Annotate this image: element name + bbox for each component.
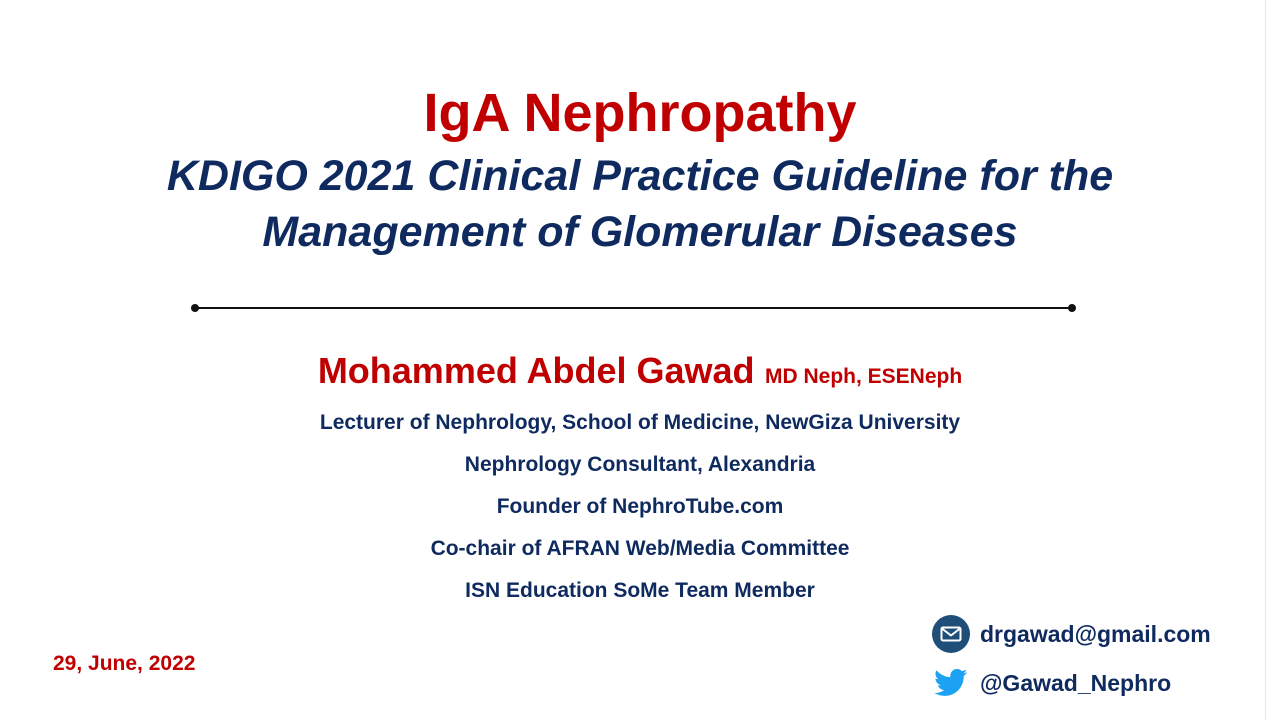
email-contact bbox=[932, 615, 1211, 653]
affiliation-item: Nephrology Consultant, Alexandria bbox=[464, 453, 816, 476]
author-name: Mohammed Abdel Gawad bbox=[317, 350, 755, 391]
presentation-date: 29, June, 2022 bbox=[53, 652, 196, 675]
affiliations-list bbox=[0, 402, 1280, 612]
slide-subtitle bbox=[0, 148, 1280, 260]
twitter-contact bbox=[932, 664, 1171, 702]
horizontal-divider bbox=[195, 307, 1072, 309]
author-line bbox=[0, 348, 1280, 402]
affiliation-item: ISN Education SoMe Team Member bbox=[465, 579, 815, 602]
slide-title: IgA Nephropathy bbox=[423, 83, 857, 143]
twitter-bird-icon bbox=[932, 664, 970, 702]
subtitle-line-1: KDIGO 2021 Clinical Practice Guideline for the bbox=[166, 152, 1114, 200]
envelope-icon bbox=[932, 615, 970, 653]
affiliation-item: Co-chair of AFRAN Web/Media Committee bbox=[430, 537, 850, 560]
subtitle-line-2: Management of Glomerular Diseases bbox=[262, 208, 1018, 256]
affiliation-item: Lecturer of Nephrology, School of Medicine, NewGiza University bbox=[319, 411, 961, 434]
affiliation-item: Founder of NephroTube.com bbox=[496, 495, 784, 518]
author-credentials: MD Neph, ESENeph bbox=[765, 365, 963, 388]
twitter-handle: @Gawad_Nephro bbox=[980, 669, 1172, 696]
email-address: drgawad@gmail.com bbox=[980, 620, 1211, 647]
